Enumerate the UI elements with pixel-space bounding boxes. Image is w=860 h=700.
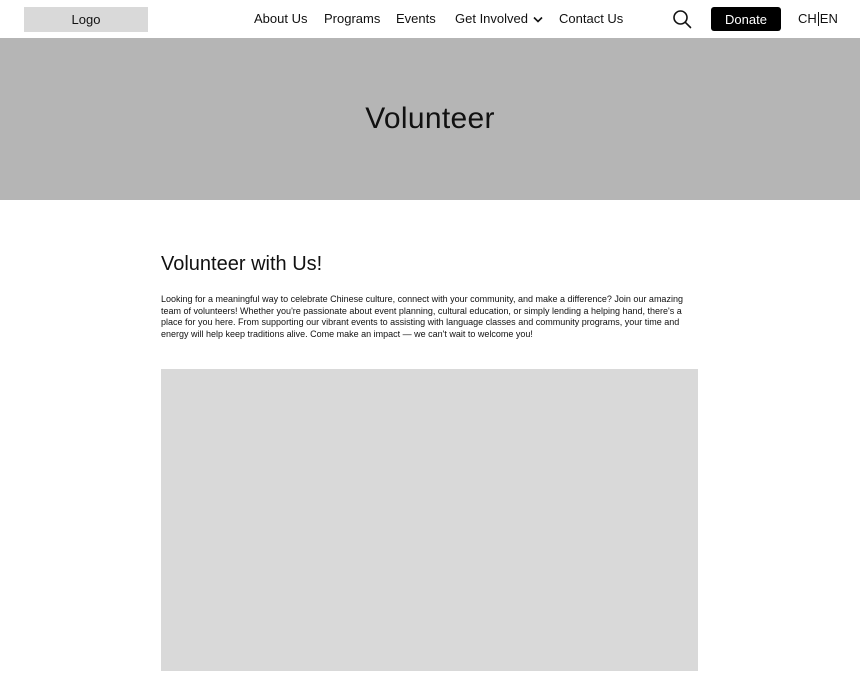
donate-button[interactable]: Donate: [711, 7, 781, 31]
image-placeholder: [161, 369, 698, 671]
section-title: Volunteer with Us!: [161, 253, 323, 275]
lang-divider: [818, 12, 819, 26]
nav-get-involved-label: Get Involved: [455, 11, 528, 26]
hero-title: Volunteer: [365, 102, 495, 135]
logo[interactable]: [24, 7, 148, 32]
nav-programs[interactable]: Programs: [324, 11, 381, 26]
intro-paragraph: Looking for a meaningful way to celebrate Chinese culture, connect with your community, and make a difference? Join our amazing team of volunteers! Whether you're passionate about event planning, cultural education, or simply lending a helping hand, there's a place for you here. From supporting our vibrant events to assisting with language classes and community programs, your time and energy will help keep traditions alive. Come make an impact — we can't wait to welcome you!: [161, 294, 683, 339]
nav-events[interactable]: Events: [396, 11, 436, 26]
hero-banner: [0, 38, 860, 200]
search-icon[interactable]: [672, 9, 692, 29]
nav-about-us[interactable]: About Us: [254, 11, 308, 26]
lang-en[interactable]: EN: [819, 11, 838, 26]
nav-get-involved[interactable]: [455, 11, 543, 27]
chevron-down-icon: [533, 16, 543, 23]
language-switcher: [798, 11, 838, 27]
nav-contact-us[interactable]: Contact Us: [559, 11, 624, 26]
top-navigation: [0, 0, 860, 38]
logo-text: Logo: [71, 12, 101, 27]
lang-ch[interactable]: CH: [798, 11, 817, 26]
